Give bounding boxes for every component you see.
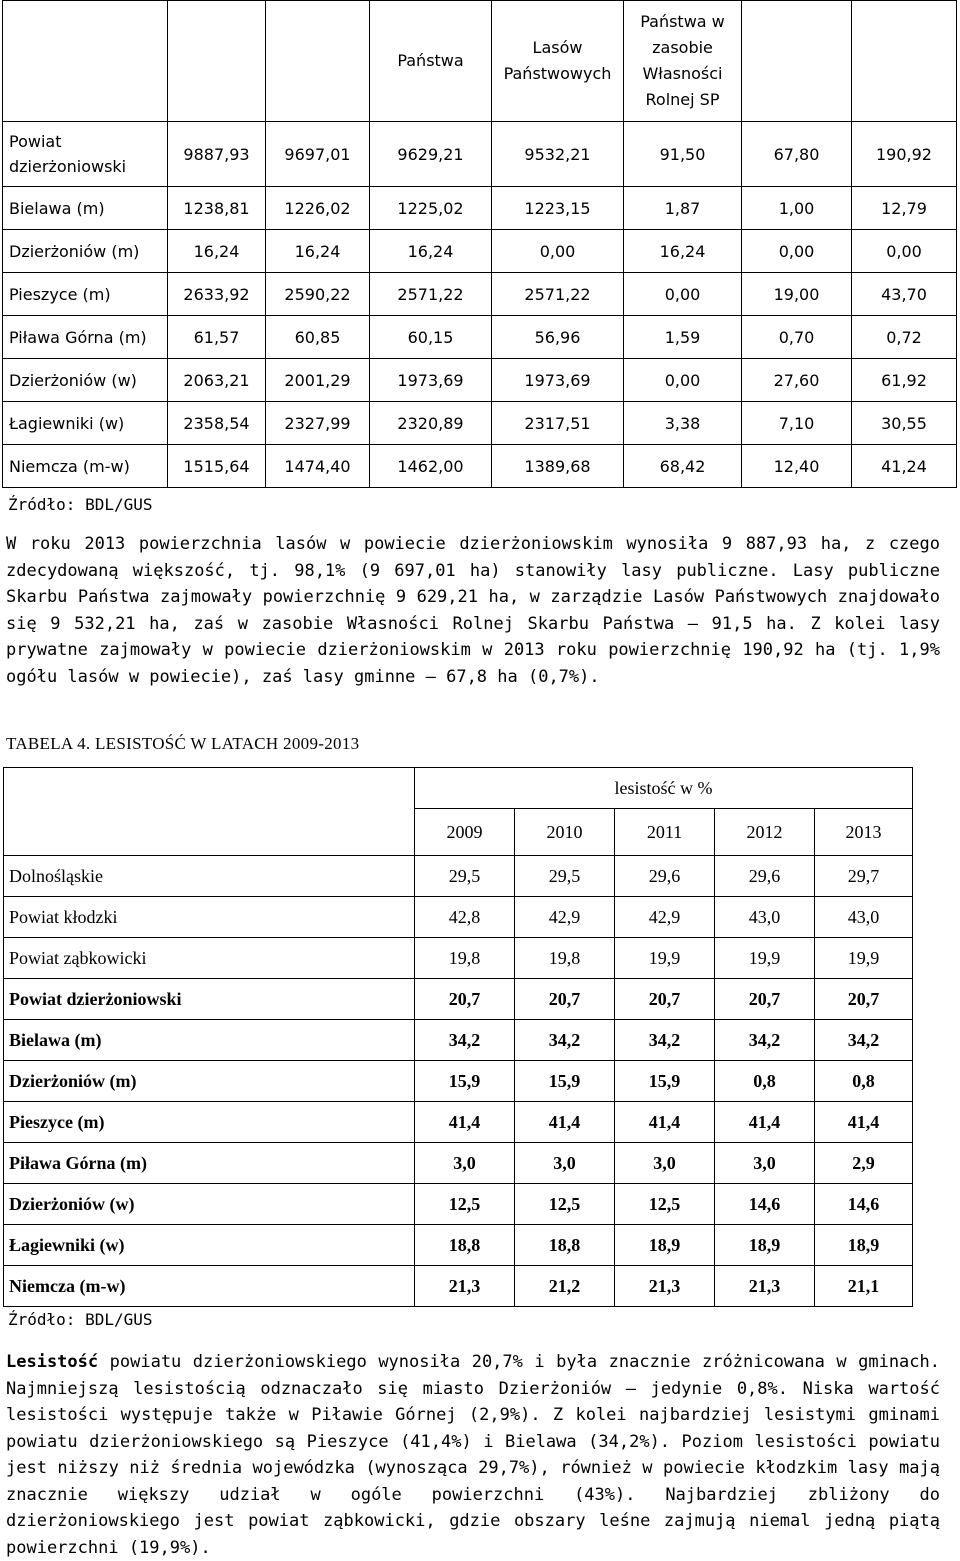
table2-group-header: lesistość w % xyxy=(415,768,913,809)
table-cell: 2,9 xyxy=(815,1143,913,1184)
table-cell: 9629,21 xyxy=(370,122,492,187)
table-cell: 0,00 xyxy=(742,230,852,273)
table-row xyxy=(3,122,957,187)
table-cell: 2001,29 xyxy=(266,359,370,402)
table-cell: 41,4 xyxy=(615,1102,715,1143)
table-cell: 0,00 xyxy=(624,273,742,316)
table-cell: 2327,99 xyxy=(266,402,370,445)
year-header: 2013 xyxy=(815,809,913,856)
table-cell: 61,92 xyxy=(852,359,957,402)
table-cell: 42,9 xyxy=(515,897,615,938)
row-label: Powiat dzierżoniowski xyxy=(4,979,415,1020)
table-cell: 67,80 xyxy=(742,122,852,187)
table-cell: 1474,40 xyxy=(266,445,370,488)
table-cell: 1515,64 xyxy=(168,445,266,488)
table-cell: 0,00 xyxy=(624,359,742,402)
table-cell: 43,70 xyxy=(852,273,957,316)
row-label: Powiat kłodzki xyxy=(4,897,415,938)
table-cell: 19,9 xyxy=(715,938,815,979)
table-cell: 190,92 xyxy=(852,122,957,187)
table-cell: 29,5 xyxy=(515,856,615,897)
table-cell: 18,8 xyxy=(515,1225,615,1266)
table-cell: 2571,22 xyxy=(370,273,492,316)
table-cell: 1389,68 xyxy=(492,445,624,488)
table-cell: 1,59 xyxy=(624,316,742,359)
table-cell: 1226,02 xyxy=(266,187,370,230)
table-cell: 30,55 xyxy=(852,402,957,445)
table-cell: 15,9 xyxy=(615,1061,715,1102)
table-cell: 18,8 xyxy=(415,1225,515,1266)
row-label: Pieszyce (m) xyxy=(3,273,168,316)
table-cell: 0,8 xyxy=(715,1061,815,1102)
table-cell: 43,0 xyxy=(715,897,815,938)
table-cell: 42,9 xyxy=(615,897,715,938)
table-cell: 41,4 xyxy=(815,1102,913,1143)
table-cell: 60,15 xyxy=(370,316,492,359)
table-cell: 19,9 xyxy=(815,938,913,979)
table-cell: 3,0 xyxy=(515,1143,615,1184)
table-cell: 0,72 xyxy=(852,316,957,359)
table-cell: 21,1 xyxy=(815,1266,913,1307)
table-row xyxy=(4,1061,913,1102)
table-cell: 1973,69 xyxy=(492,359,624,402)
year-header: 2012 xyxy=(715,809,815,856)
paragraph-body: powiatu dzierżoniowskiego wynosiła 20,7% i była znacznie zróżnicowana w gminach. Najmniejszą lesistością odznaczało się miasto Dzierżoniów – jedynie 0,8%. Niska wartość lesistości występuje także w Piławie Górnej (2,9%). Z kolei najbardziej lesistymi gminami powiatu dzierżoniowskiego są Pieszyce (41,4%) i Bielawa (34,2%). Poziom lesistości powiatu jest niższy niż średnia wojewódzka (wynosząca 29,7%), również w powiecie kłodzkim lasy mają znacznie większy udział w ogóle powierzchni (43%). Najbardziej zbliżony do dzierżoniowskiego jest powiat ząbkowicki, gdzie obszary leśne zajmują niemal jedną piątą powierzchni (19,9%). xyxy=(6,1352,940,1558)
table-cell: 2320,89 xyxy=(370,402,492,445)
header-empty-cell xyxy=(742,1,852,122)
header-empty-cell xyxy=(852,1,957,122)
table-cell: 2358,54 xyxy=(168,402,266,445)
paragraph-lead-word: Lesistość xyxy=(6,1352,99,1372)
table-cell: 3,0 xyxy=(615,1143,715,1184)
table-cell: 14,6 xyxy=(815,1184,913,1225)
row-label: Dzierżoniów (m) xyxy=(4,1061,415,1102)
table-cell: 12,40 xyxy=(742,445,852,488)
table-cell: 1,87 xyxy=(624,187,742,230)
table-cell: 12,5 xyxy=(515,1184,615,1225)
table-cell: 16,24 xyxy=(266,230,370,273)
table-cell: 19,8 xyxy=(415,938,515,979)
row-label: Łagiewniki (w) xyxy=(4,1225,415,1266)
table-cell: 20,7 xyxy=(615,979,715,1020)
table-cell: 43,0 xyxy=(815,897,913,938)
forest-area-table xyxy=(2,0,957,488)
table-cell: 34,2 xyxy=(515,1020,615,1061)
table-cell: 41,4 xyxy=(715,1102,815,1143)
table-cell: 0,00 xyxy=(492,230,624,273)
table-cell: 29,7 xyxy=(815,856,913,897)
table1-header-row xyxy=(3,1,957,122)
table-cell: 9697,01 xyxy=(266,122,370,187)
table-row xyxy=(4,1225,913,1266)
table-cell: 7,10 xyxy=(742,402,852,445)
row-label: Dolnośląskie xyxy=(4,856,415,897)
table-cell: 29,6 xyxy=(715,856,815,897)
table-cell: 34,2 xyxy=(715,1020,815,1061)
table-row xyxy=(3,230,957,273)
row-label: Łagiewniki (w) xyxy=(3,402,168,445)
table-cell: 21,3 xyxy=(615,1266,715,1307)
table-cell: 3,38 xyxy=(624,402,742,445)
header-zasob-wlasnosci-rolnej: Państwa w zasobie Własności Rolnej SP xyxy=(624,1,742,122)
table-row xyxy=(4,1184,913,1225)
year-header: 2010 xyxy=(515,809,615,856)
table-cell: 2633,92 xyxy=(168,273,266,316)
table-cell: 14,6 xyxy=(715,1184,815,1225)
row-label: Bielawa (m) xyxy=(3,187,168,230)
row-label: Dzierżoniów (m) xyxy=(3,230,168,273)
row-label: Dzierżoniów (w) xyxy=(4,1184,415,1225)
paragraph-forest-cover xyxy=(6,1349,940,1561)
forest-cover-table xyxy=(3,767,913,1307)
table-row xyxy=(4,897,913,938)
paragraph-forest-area: W roku 2013 powierzchnia lasów w powiecie dzierżoniowskim wynosiła 9 887,93 ha, z czego zdecydowaną większość, tj. 98,1% (9 697,01 ha) stanowiły lasy publiczne. Lasy publiczne Skarbu Państwa zajmowały powierzchnię 9 629,21 ha, w zarządzie Lasów Państwowych znajdowało się 9 532,21 ha, zaś w zasobie Własności Rolnej Skarbu Państwa – 91,5 ha. Z kolei lasy prywatne zajmowały w powiecie dzierżoniowskim w 2013 roku powierzchnię 190,92 ha (tj. 1,9% ogółu lasów w powiecie), zaś lasy gminne – 67,8 ha (0,7%). xyxy=(6,534,940,687)
table-cell: 18,9 xyxy=(815,1225,913,1266)
table-row xyxy=(3,187,957,230)
table-cell: 41,4 xyxy=(515,1102,615,1143)
table2-corner-cell xyxy=(4,768,415,856)
table-cell: 27,60 xyxy=(742,359,852,402)
table-row xyxy=(3,273,957,316)
table-row xyxy=(4,1266,913,1307)
table2-group-header-row xyxy=(4,768,913,809)
table-cell: 41,4 xyxy=(415,1102,515,1143)
table-row xyxy=(4,1102,913,1143)
table-cell: 15,9 xyxy=(515,1061,615,1102)
table-cell: 21,2 xyxy=(515,1266,615,1307)
table-cell: 3,0 xyxy=(415,1143,515,1184)
table-row xyxy=(4,1143,913,1184)
table-row xyxy=(4,979,913,1020)
table-cell: 15,9 xyxy=(415,1061,515,1102)
table-cell: 1462,00 xyxy=(370,445,492,488)
row-label: Dzierżoniów (w) xyxy=(3,359,168,402)
table-cell: 3,0 xyxy=(715,1143,815,1184)
table-cell: 9887,93 xyxy=(168,122,266,187)
table-cell: 20,7 xyxy=(415,979,515,1020)
table-row xyxy=(3,402,957,445)
table-cell: 0,8 xyxy=(815,1061,913,1102)
table-cell: 0,00 xyxy=(852,230,957,273)
table-cell: 34,2 xyxy=(815,1020,913,1061)
table-cell: 12,5 xyxy=(615,1184,715,1225)
table-cell: 21,3 xyxy=(715,1266,815,1307)
table-cell: 18,9 xyxy=(615,1225,715,1266)
table-cell: 16,24 xyxy=(624,230,742,273)
table-cell: 29,6 xyxy=(615,856,715,897)
table-cell: 12,5 xyxy=(415,1184,515,1225)
table-row xyxy=(4,938,913,979)
table-row xyxy=(3,445,957,488)
table2-source: Źródło: BDL/GUS xyxy=(8,1310,153,1329)
table-row xyxy=(3,316,957,359)
table-cell: 20,7 xyxy=(815,979,913,1020)
row-label: Bielawa (m) xyxy=(4,1020,415,1061)
table-cell: 16,24 xyxy=(168,230,266,273)
table-row xyxy=(3,359,957,402)
table-cell: 19,9 xyxy=(615,938,715,979)
table-cell: 1223,15 xyxy=(492,187,624,230)
header-panstwa: Państwa xyxy=(370,1,492,122)
table-cell: 18,9 xyxy=(715,1225,815,1266)
table-row xyxy=(4,1020,913,1061)
table-cell: 91,50 xyxy=(624,122,742,187)
table-cell: 41,24 xyxy=(852,445,957,488)
table-cell: 61,57 xyxy=(168,316,266,359)
header-lasow-panstwowych: Lasów Państwowych xyxy=(492,1,624,122)
table-cell: 1225,02 xyxy=(370,187,492,230)
table-cell: 56,96 xyxy=(492,316,624,359)
table-cell: 60,85 xyxy=(266,316,370,359)
table-cell: 1238,81 xyxy=(168,187,266,230)
table-cell: 16,24 xyxy=(370,230,492,273)
row-label: Powiat dzierżoniowski xyxy=(3,122,168,187)
table-cell: 2317,51 xyxy=(492,402,624,445)
row-label: Piława Górna (m) xyxy=(4,1143,415,1184)
year-header: 2009 xyxy=(415,809,515,856)
table-cell: 20,7 xyxy=(515,979,615,1020)
table-cell: 1,00 xyxy=(742,187,852,230)
table-cell: 0,70 xyxy=(742,316,852,359)
header-empty-cell xyxy=(3,1,168,122)
table-cell: 34,2 xyxy=(415,1020,515,1061)
row-label: Piława Górna (m) xyxy=(3,316,168,359)
row-label: Niemcza (m-w) xyxy=(3,445,168,488)
row-label: Powiat ząbkowicki xyxy=(4,938,415,979)
table-cell: 19,00 xyxy=(742,273,852,316)
table-row xyxy=(4,856,913,897)
table-cell: 20,7 xyxy=(715,979,815,1020)
table1-source: Źródło: BDL/GUS xyxy=(8,495,153,514)
row-label: Niemcza (m-w) xyxy=(4,1266,415,1307)
year-header: 2011 xyxy=(615,809,715,856)
header-empty-cell xyxy=(168,1,266,122)
table-cell: 1973,69 xyxy=(370,359,492,402)
table-cell: 2590,22 xyxy=(266,273,370,316)
table-cell: 42,8 xyxy=(415,897,515,938)
table-cell: 2571,22 xyxy=(492,273,624,316)
table-cell: 2063,21 xyxy=(168,359,266,402)
header-empty-cell xyxy=(266,1,370,122)
row-label: Pieszyce (m) xyxy=(4,1102,415,1143)
table-cell: 34,2 xyxy=(615,1020,715,1061)
table4-caption: TABELA 4. LESISTOŚĆ W LATACH 2009-2013 xyxy=(6,734,360,753)
table-cell: 9532,21 xyxy=(492,122,624,187)
table-cell: 21,3 xyxy=(415,1266,515,1307)
table-cell: 29,5 xyxy=(415,856,515,897)
table-cell: 68,42 xyxy=(624,445,742,488)
table-cell: 19,8 xyxy=(515,938,615,979)
table-cell: 12,79 xyxy=(852,187,957,230)
